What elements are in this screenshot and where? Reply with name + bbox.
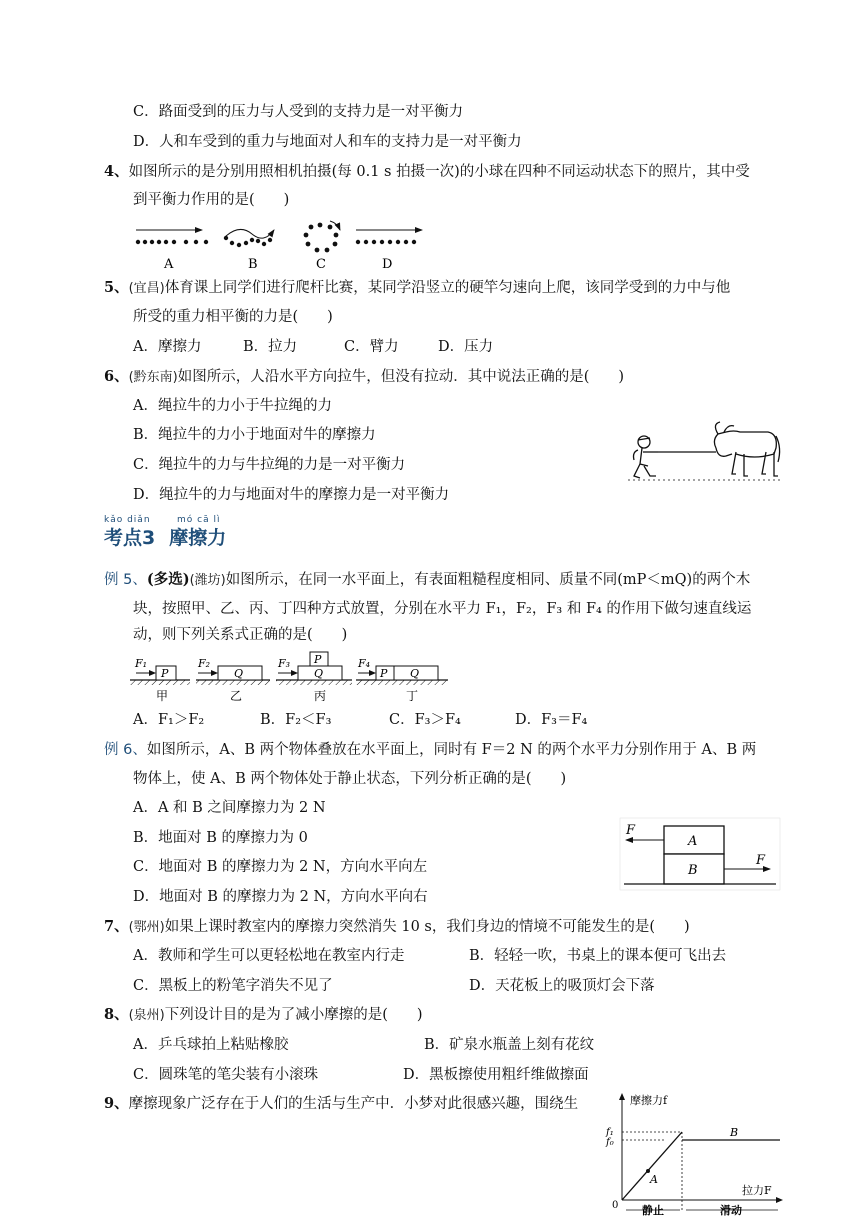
ex5-caption-yi: 乙 <box>230 689 243 703</box>
ex6-text: 如图所示，A、B 两个物体叠放在水平面上，同时有 F＝2 N 的两个水平力分别作用于 A、B 两 <box>146 742 757 758</box>
q7-line1 <box>104 917 690 938</box>
ex6-stacked-blocks-figure <box>620 818 780 890</box>
q6-option-b: B．绳拉牛的力小于地面对牛的摩擦力 <box>133 427 376 443</box>
q4-label-a: A <box>164 257 174 272</box>
q5-number: 5、 <box>104 279 129 296</box>
ex5-force-f3: F₃ <box>278 657 291 670</box>
q7-source: (鄂州) <box>128 920 165 935</box>
q4-motion-figure <box>130 218 430 273</box>
q8-source: (泉州) <box>128 1008 165 1023</box>
q5-text: 体育课上同学们进行爬杆比赛，某同学沿竖立的硬竿匀速向上爬，该同学受到的力中与他 <box>164 280 731 296</box>
q9-f0-label: f₀ <box>606 1137 614 1148</box>
section-title-number: 考点3 <box>104 527 156 549</box>
q9-f1-label: f₁ <box>606 1127 614 1138</box>
q4-figure-c <box>304 221 340 252</box>
q8-number: 8、 <box>104 1006 129 1023</box>
q6-option-d: D．绳拉牛的力与地面对牛的摩擦力是一对平衡力 <box>133 487 450 503</box>
q5-option-a: A．摩擦力 <box>133 339 202 355</box>
ex5-force-f1: F₁ <box>135 657 148 670</box>
ex6-force-label-right: F <box>756 853 766 868</box>
ex5-line1 <box>104 570 750 591</box>
q7-option-c: C．黑板上的粉笔字消失不见了 <box>133 978 333 994</box>
q6-number: 6、 <box>104 368 129 385</box>
ex6-option-b: B．地面对 B 的摩擦力为 0 <box>133 830 308 846</box>
ex5-caption-ding: 丁 <box>406 689 419 703</box>
q9-origin-label: 0 <box>612 1200 619 1211</box>
q4-label-b: B <box>248 257 258 272</box>
ex5-text: 如图所示，在同一水平面上，有表面粗糙程度相同、质量不同(mP＜mQ)的两个木 <box>225 572 751 588</box>
q4-line1 <box>104 162 750 182</box>
section-pinyin-kaodian: kǎo diǎn <box>104 515 151 525</box>
q8-text: 下列设计目的是为了减小摩擦的是( ) <box>164 1007 423 1023</box>
q8-option-b: B．矿泉水瓶盖上刻有花纹 <box>424 1037 595 1053</box>
q6-option-c: C．绳拉牛的力与牛拉绳的力是一对平衡力 <box>133 457 406 473</box>
ex6-label: 例 6、 <box>104 742 147 758</box>
ex6-option-c: C．地面对 B 的摩擦力为 2 N，方向水平向左 <box>133 859 428 875</box>
q5-source: (宜昌) <box>128 281 165 296</box>
q4-figure-b <box>224 229 274 247</box>
q6-source: (黔东南) <box>128 370 178 385</box>
ex6-block-a-label: A <box>688 834 698 849</box>
ex6-option-a: A．A 和 B 之间摩擦力为 2 N <box>133 800 326 816</box>
q4-number: 4、 <box>104 163 129 180</box>
q9-friction-graph <box>604 1090 784 1216</box>
q7-option-a: A．教师和学生可以更轻松地在教室内行走 <box>133 948 405 964</box>
ex5-block-q-bing: Q <box>314 667 324 680</box>
q7-option-b: B．轻轻一吹，书桌上的课本便可飞出去 <box>469 948 727 964</box>
q8-line1 <box>104 1005 423 1026</box>
ex5-force-f4: F₄ <box>358 657 371 670</box>
q4-text: 如图所示的是分别用照相机拍摄(每 0.1 s 拍摄一次)的小球在四种不同运动状态下的照片，其中受 <box>128 164 750 180</box>
ex5-option-a: A．F₁＞F₂ <box>133 712 205 728</box>
q6-person-pulling-ox-figure <box>628 418 780 486</box>
ex5-block-q-yi: Q <box>234 667 244 680</box>
q6-line1 <box>104 367 624 388</box>
q9-sliding-region-label: 滑动 <box>720 1204 742 1216</box>
ex5-option-d: D．F₃＝F₄ <box>515 712 588 728</box>
person-icon <box>634 436 659 478</box>
ex5-line2: 块，按照甲、乙、丙、丁四种方式放置，分别在水平力 F₁，F₂，F₃ 和 F₄ 的作用下做匀速直线运 <box>133 601 752 617</box>
q8-option-d: D．黑板擦使用粗纤维做擦面 <box>403 1067 589 1083</box>
ex5-option-c: C．F₃＞F₄ <box>389 712 461 728</box>
ex5-caption-jia: 甲 <box>156 689 169 703</box>
q4-figure-a <box>136 230 208 244</box>
ex5-line3: 动，则下列关系式正确的是( ) <box>133 627 348 643</box>
q5-line2: 所受的重力相平衡的力是( ) <box>133 309 333 325</box>
q9-line1 <box>104 1094 578 1114</box>
q6-option-a: A．绳拉牛的力小于牛拉绳的力 <box>133 398 332 414</box>
q9-text: 摩擦现象广泛存在于人们的生活与生产中．小梦对此很感兴趣，围绕生 <box>128 1096 579 1112</box>
ex5-caption-bing: 丙 <box>314 689 327 703</box>
ex6-option-d: D．地面对 B 的摩擦力为 2 N，方向水平向右 <box>133 889 428 905</box>
section-pinyin-mocali: mó cā lì <box>177 515 221 525</box>
q4-label-c: C <box>316 257 326 272</box>
q9-number: 9、 <box>104 1095 129 1112</box>
q5-option-c: C．臂力 <box>344 339 399 355</box>
q9-y-axis-label: 摩擦力f <box>630 1094 668 1107</box>
q9-x-axis-label: 拉力F <box>742 1184 772 1197</box>
ex5-label: 例 5、 <box>104 572 147 588</box>
q8-option-c: C．圆珠笔的笔尖装有小滚珠 <box>133 1067 319 1083</box>
ex5-block-q-ding: Q <box>410 667 420 680</box>
section-title-text: 摩擦力 <box>169 527 227 549</box>
q7-number: 7、 <box>104 918 129 935</box>
q3-option-c: C．路面受到的压力与人受到的支持力是一对平衡力 <box>133 104 464 120</box>
q7-option-d: D．天花板上的吸顶灯会下落 <box>469 978 655 994</box>
q5-line1 <box>104 278 730 299</box>
q3-option-d: D．人和车受到的重力与地面对人和车的支持力是一对平衡力 <box>133 134 522 150</box>
q9-point-a-label: A <box>650 1173 658 1186</box>
q5-option-d: D．压力 <box>438 339 494 355</box>
ex5-blocks-figure <box>130 650 460 704</box>
ex5-block-p-jia: P <box>161 667 169 680</box>
q4-label-d: D <box>382 257 393 272</box>
ex6-block-b-label: B <box>688 863 698 878</box>
section-title <box>104 526 226 550</box>
ex5-force-f2: F₂ <box>198 657 211 670</box>
ex6-line1 <box>104 740 756 760</box>
q4-line2: 到平衡力作用的是( ) <box>133 192 290 208</box>
q7-text: 如果上课时教室内的摩擦力突然消失 10 s，我们身边的情境不可能发生的是( ) <box>164 919 690 935</box>
ex5-option-b: B．F₂＜F₃ <box>260 712 332 728</box>
ex6-force-label-left: F <box>626 823 636 838</box>
q4-figure-d <box>356 230 422 244</box>
ex5-block-p-bing: P <box>314 653 322 666</box>
q5-option-b: B．拉力 <box>243 339 298 355</box>
ex5-source: (潍坊) <box>189 573 226 588</box>
q6-text: 如图所示，人沿水平方向拉牛，但没有拉动．其中说法正确的是( ) <box>177 369 625 385</box>
q9-static-region-label: 静止 <box>642 1204 664 1216</box>
q9-point-b-label: B <box>730 1126 739 1139</box>
q8-option-a: A．乒乓球拍上粘贴橡胶 <box>133 1037 289 1053</box>
ex6-line2: 物体上，使 A、B 两个物体处于静止状态，下列分析正确的是( ) <box>133 771 567 787</box>
ex5-block-p-ding: P <box>380 667 388 680</box>
ox-icon <box>714 422 779 476</box>
ex5-tag: (多选) <box>146 571 190 588</box>
